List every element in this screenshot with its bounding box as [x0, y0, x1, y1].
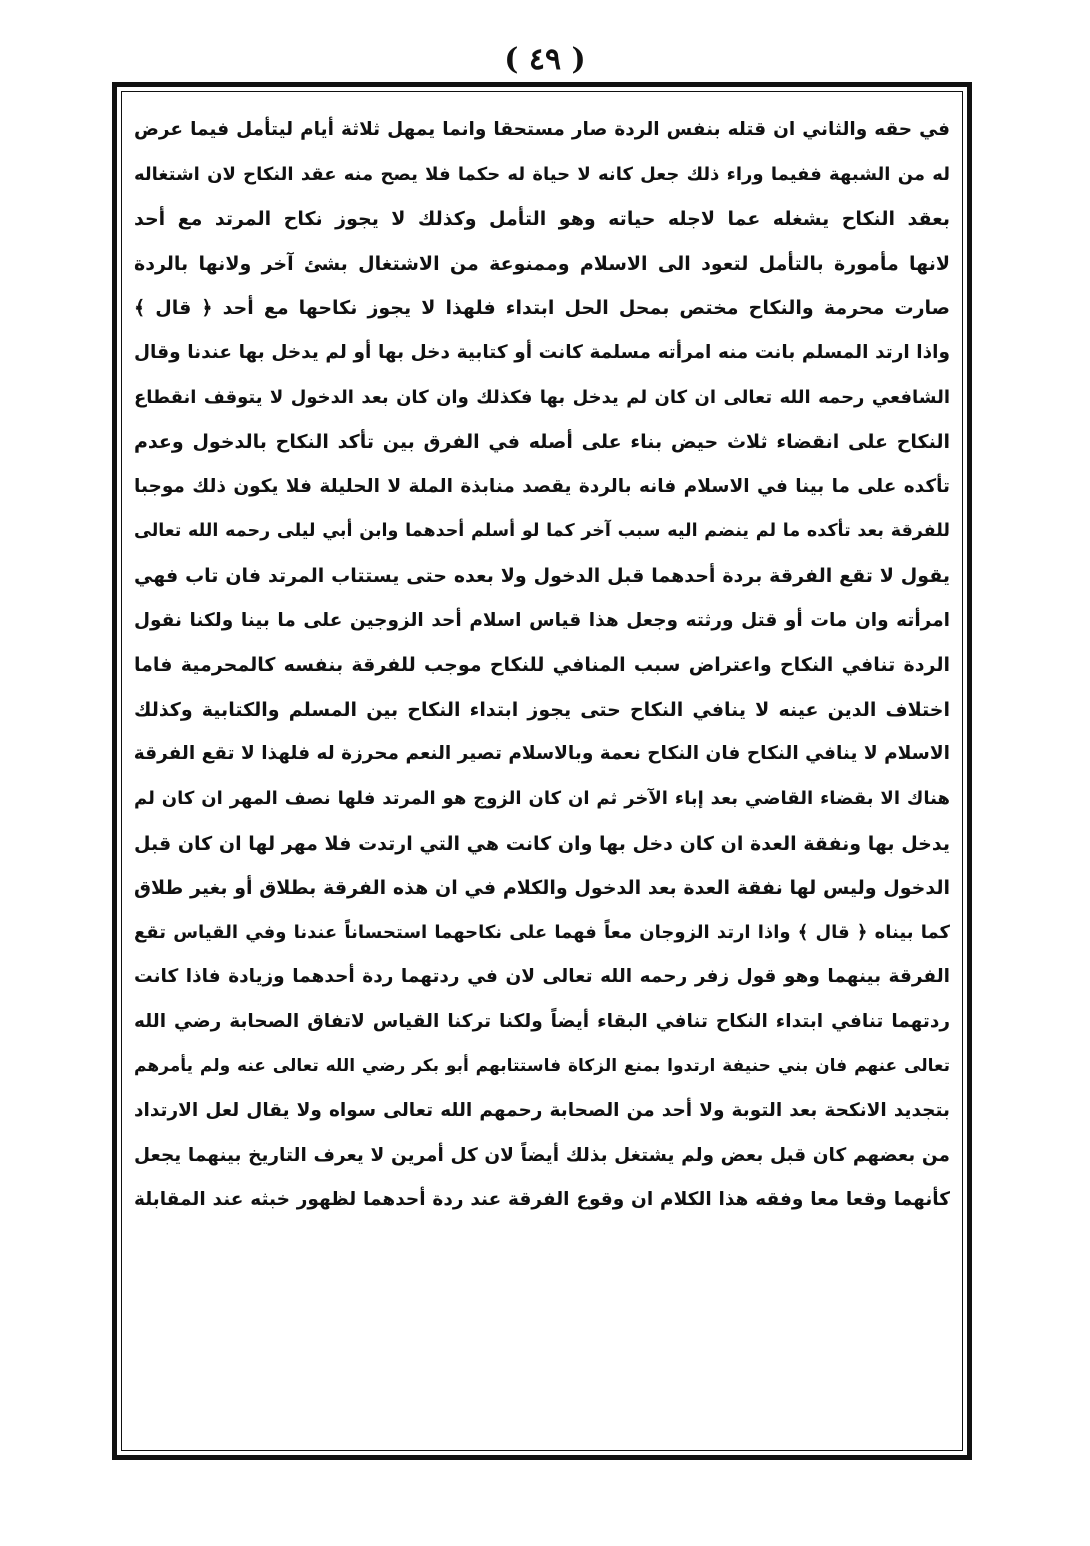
- text-line: للفرقة بعد تأكده ما لم ينضم اليه سبب آخر كما لو أسلم أحدهما وابن أبي ليلى رحمه الله تعالى: [134, 521, 950, 542]
- page-number: ( ٤٩ ): [504, 42, 586, 77]
- body-text: [134, 108, 950, 1223]
- text-line: بتجديد الانكحة بعد التوبة ولا أحد من الصحابة رحمهم الله تعالى سواه ولا يقال لعل الارتداد: [134, 1100, 950, 1122]
- text-line: صارت محرمة والنكاح مختص بمحل الحل ابتداء فلهذا لا يجوز نكاحها مع أحد ﴿ قال ﴾: [134, 297, 950, 320]
- text-line: الاسلام لا ينافي النكاح فان النكاح نعمة وبالاسلام تصير النعم محرزة له فلهذا لا تقع الفرقة: [134, 743, 950, 765]
- text-line: كأنهما وقعا معا وفقه هذا الكلام ان وقوع الفرقة عند ردة أحدهما لظهور خبثه عند المقابلة: [134, 1189, 950, 1211]
- text-line: يدخل بها ونفقة العدة ان كان دخل بها وان كانت هي التي ارتدت فلا مهر لها ان كان قبل: [134, 832, 950, 855]
- text-line: هناك الا بقضاء القاضي بعد إباء الآخر ثم ان كان الزوج هو المرتد فلها نصف المهر ان كان لم: [134, 787, 950, 809]
- text-line: اختلاف الدين عينه لا ينافي النكاح حتى يجوز ابتداء النكاح بين المسلم والكتابية وكذلك: [134, 698, 950, 721]
- text-line: الشافعي رحمه الله تعالى ان كان لم يدخل بها فكذلك وان كان بعد الدخول لا يتوقف انقطاع: [134, 386, 950, 408]
- text-line: تأكده على ما بينا في الاسلام فانه بالردة يقصد منابذة الملة لا الحليلة فلا يكون ذلك موجبا: [134, 475, 950, 497]
- text-line: ردتهما تنافي ابتداء النكاح تنافي البقاء أيضاً ولكنا تركنا القياس لاتفاق الصحابة رضي الله: [134, 1010, 950, 1032]
- text-line: من بعضهم كان قبل بعض ولم يشتغل بذلك أيضاً لان كل أمرين لا يعرف التاريخ بينهما يجعل: [134, 1144, 950, 1166]
- text-line: لانها مأمورة بالتأمل لتعود الى الاسلام وممنوعة من الاشتغال بشئ آخر ولانها بالردة: [134, 252, 950, 275]
- text-line: النكاح على انقضاء ثلاث حيض بناء على أصله في الفرق بين تأكد النكاح بالدخول وعدم: [134, 431, 950, 454]
- text-line: في حقه والثاني ان قتله بنفس الردة صار مستحقا وانما يمهل ثلاثة أيام ليتأمل فيما عرض: [134, 119, 950, 140]
- text-line: الردة تنافي النكاح واعتراض سبب المنافي للنكاح موجب للفرقة بنفسه كالمحرمية فاما: [134, 654, 950, 677]
- text-line: الفرقة بينهما وهو قول زفر رحمه الله تعالى لان في ردتهما ردة أحدهما وزيادة فاذا كانت: [134, 966, 950, 988]
- text-line: تعالى عنهم فان بني حنيفة ارتدوا بمنع الزكاة فاستتابهم أبو بكر رضي الله تعالى عنه ولم يأمرهم: [134, 1056, 950, 1077]
- text-line: يقول لا تقع الفرقة بردة أحدهما قبل الدخول ولا بعده حتى يستتاب المرتد فان تاب فهي: [134, 564, 950, 587]
- text-line: الدخول وليس لها نفقة العدة بعد الدخول والكلام في ان هذه الفرقة بطلاق أو بغير طلاق: [134, 877, 950, 900]
- text-line: له من الشبهة ففيما وراء ذلك جعل كانه لا حياة له حكما فلا يصح منه عقد النكاح لان اشتغاله: [134, 163, 950, 185]
- text-line: واذا ارتد المسلم بانت منه امرأته مسلمة كانت أو كتابية دخل بها أو لم يدخل بها عندنا وقال: [134, 341, 950, 363]
- text-line: كما بيناه ﴿ قال ﴾ واذا ارتد الزوجان معاً فهما على نكاحهما استحساناً عندنا وفي القياس تقع: [134, 921, 950, 943]
- text-line: بعقد النكاح يشغله عما لاجله حياته وهو التأمل وكذلك لا يجوز نكاح المرتد مع أحد: [134, 208, 950, 231]
- text-line: امرأته وان مات أو قتل ورثته وجعل هذا قياس اسلام أحد الزوجين على ما بينا ولكنا نقول: [134, 609, 950, 631]
